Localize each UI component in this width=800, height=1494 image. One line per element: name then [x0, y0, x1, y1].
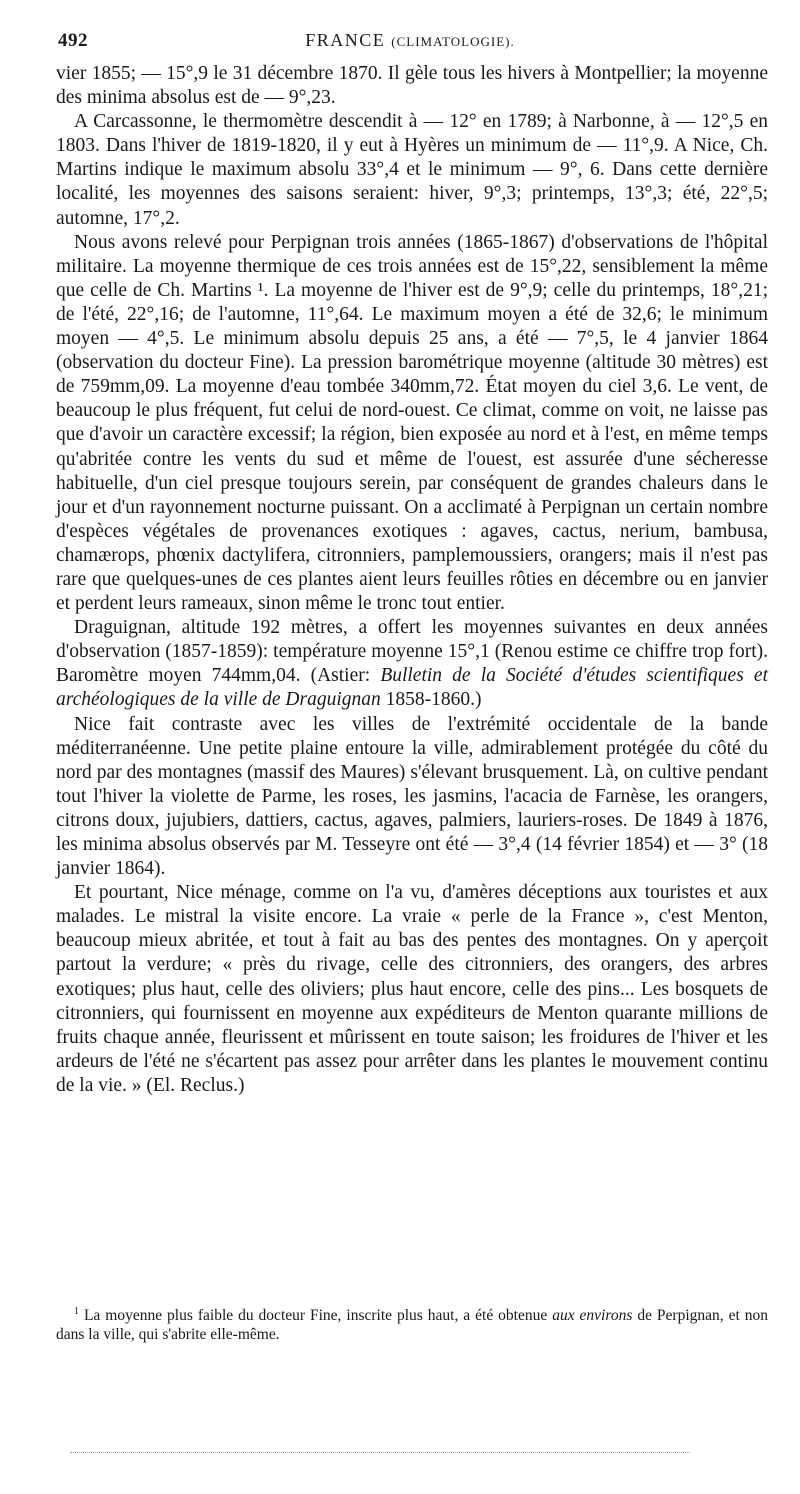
scan-artifact-dots: [70, 1452, 690, 1453]
footnote: [56, 1306, 768, 1344]
draguignan-citation-title: Bulletin de la Société d'études scientifiques et archéologiques de la ville de Draguignan: [56, 665, 769, 711]
running-head-title: FRANCE: [305, 30, 386, 50]
draguignan-citation-tail: 1858-1860.): [380, 689, 482, 711]
paragraph-nice: Nice fait contraste avec les villes de l'extrémité occidentale de la bande méditerranéenne. Une petite plaine entoure la ville, admirablement protégée du côté du nord par des montagnes (massif des Maures) s'élevant brusquement. Là, on cultive pendant tout l'hiver la violette de Parme, les roses, les jasmins, l'acacia de Farnèse, les orangers, citrons doux, jujubiers, dattiers, cactus, agaves, palmiers, lauriers-roses. De 1849 à 1876, les minima absolus observés par M. Tesseyre ont été — 3°,4 (14 février 1854) et — 3° (18 janvier 1864).: [56, 713, 768, 880]
paragraph-perpignan: Nous avons relevé pour Perpignan trois années (1865-1867) d'observations de l'hôpital militaire. La moyenne thermique de ces trois années est de 15°,22, sensiblement la même que celle de Ch. Martins ¹. La moyenne de l'hiver est de 9°,9; celle du printemps, 18°,21; de l'été, 22°,16; de l'automne, 11°,64. Le maximum moyen a été de 32,6; le minimum moyen — 4°,5. Le minimum absolu depuis 25 ans, a été — 7°,5, le 4 janvier 1864 (observation du docteur Fine). La pression barométrique moyenne (altitude 30 mètres) est de 759mm,09. La moyenne d'eau tombée 340mm,72. État moyen du ciel 3,6. Le vent, de beaucoup le plus fréquent, fut celui de nord-ouest. Ce climat, comme on voit, ne laisse pas que d'avoir un caractère excessif; la région, bien exposée au nord et à l'est, en même temps qu'abritée contre les vents du sud et même de l'ouest, est assurée d'une sécheresse habituelle, d'un ciel presque toujours serein, par conséquent de grandes chaleurs dans le jour et d'un rayonnement nocturne puissant. On a acclimaté à Perpignan un certain nombre d'espèces végétales de provenances exotiques : agaves, cactus, nerium, bambusa, chamærops, phœnix dactylifera, citronniers, pamplemoussiers, orangers; mais il n'est pas rare que quelques-unes de ces plantes aient leurs feuilles rôties en décembre ou en janvier et perdent leurs rameaux, sinon même le tronc tout entier.: [56, 231, 768, 615]
draguignan-text: Draguignan, altitude 192 mètres, a offert les moyennes suivantes en deux années d'observation (1857-1859): température moyenne 15°,1 (Renou estime ce chiffre trop fort). Baromètre moyen 744mm,04. (Astier:: [56, 617, 768, 687]
footnote-italic: aux environs: [552, 1307, 633, 1324]
paragraph-carcassonne: A Carcassonne, le thermomètre descendit à — 12° en 1789; à Narbonne, à — 12°,5 en 1803. Dans l'hiver de 1819-1820, il y eut à Hyères un minimum de — 11°,9. A Nice, Ch. Martins indique le maximum absolu 33°,4 et le minimum — 9°, 6. Dans cette dernière localité, les moyennes des saisons seraient: hiver, 9°,3; printemps, 13°,3; été, 22°,5; automne, 17°,2.: [56, 111, 768, 229]
paragraph-continuation: vier 1855; — 15°,9 le 31 décembre 1870. Il gèle tous les hivers à Montpellier; la moyenne des minima absolus est de — 9°,23.: [56, 63, 768, 109]
footnote-marker: 1: [74, 1305, 79, 1317]
running-head-subtitle: (CLIMATOLOGIE).: [391, 34, 515, 49]
page-number: 492: [58, 30, 88, 51]
paragraph-draguignan: [56, 616, 768, 712]
body-text: [56, 62, 768, 1098]
footnote-paragraph: [56, 1306, 768, 1344]
footnote-text-before: La moyenne plus faible du docteur Fine, inscrite plus haut, a été obtenue: [79, 1307, 553, 1324]
paragraph-menton: Et pourtant, Nice ménage, comme on l'a vu, d'amères déceptions aux touristes et aux malades. Le mistral la visite encore. La vraie « perle de la France », c'est Menton, beaucoup mieux abritée, et tout à fait au bas des pentes des montagnes. On y aperçoit partout la verdure; « près du rivage, celle des citronniers, des orangers, des arbres exotiques; plus haut, celle des oliviers; plus haut encore, celle des pins... Les bosquets de citronniers, qui fournissent en moyenne aux expéditeurs de Menton quarante millions de fruits chaque année, fleurissent et mûrissent en toute saison; les froidures de l'hiver et les ardeurs de l'été ne s'écartent pas assez pour arrêter dans les plantes le mouvement continu de la vie. » (El. Reclus.): [56, 882, 768, 1096]
page-header: [52, 30, 768, 58]
footnote-text-after: de Perpignan, et non dans la ville, qui s'abrite elle-même.: [56, 1307, 768, 1343]
running-head: [52, 30, 768, 51]
